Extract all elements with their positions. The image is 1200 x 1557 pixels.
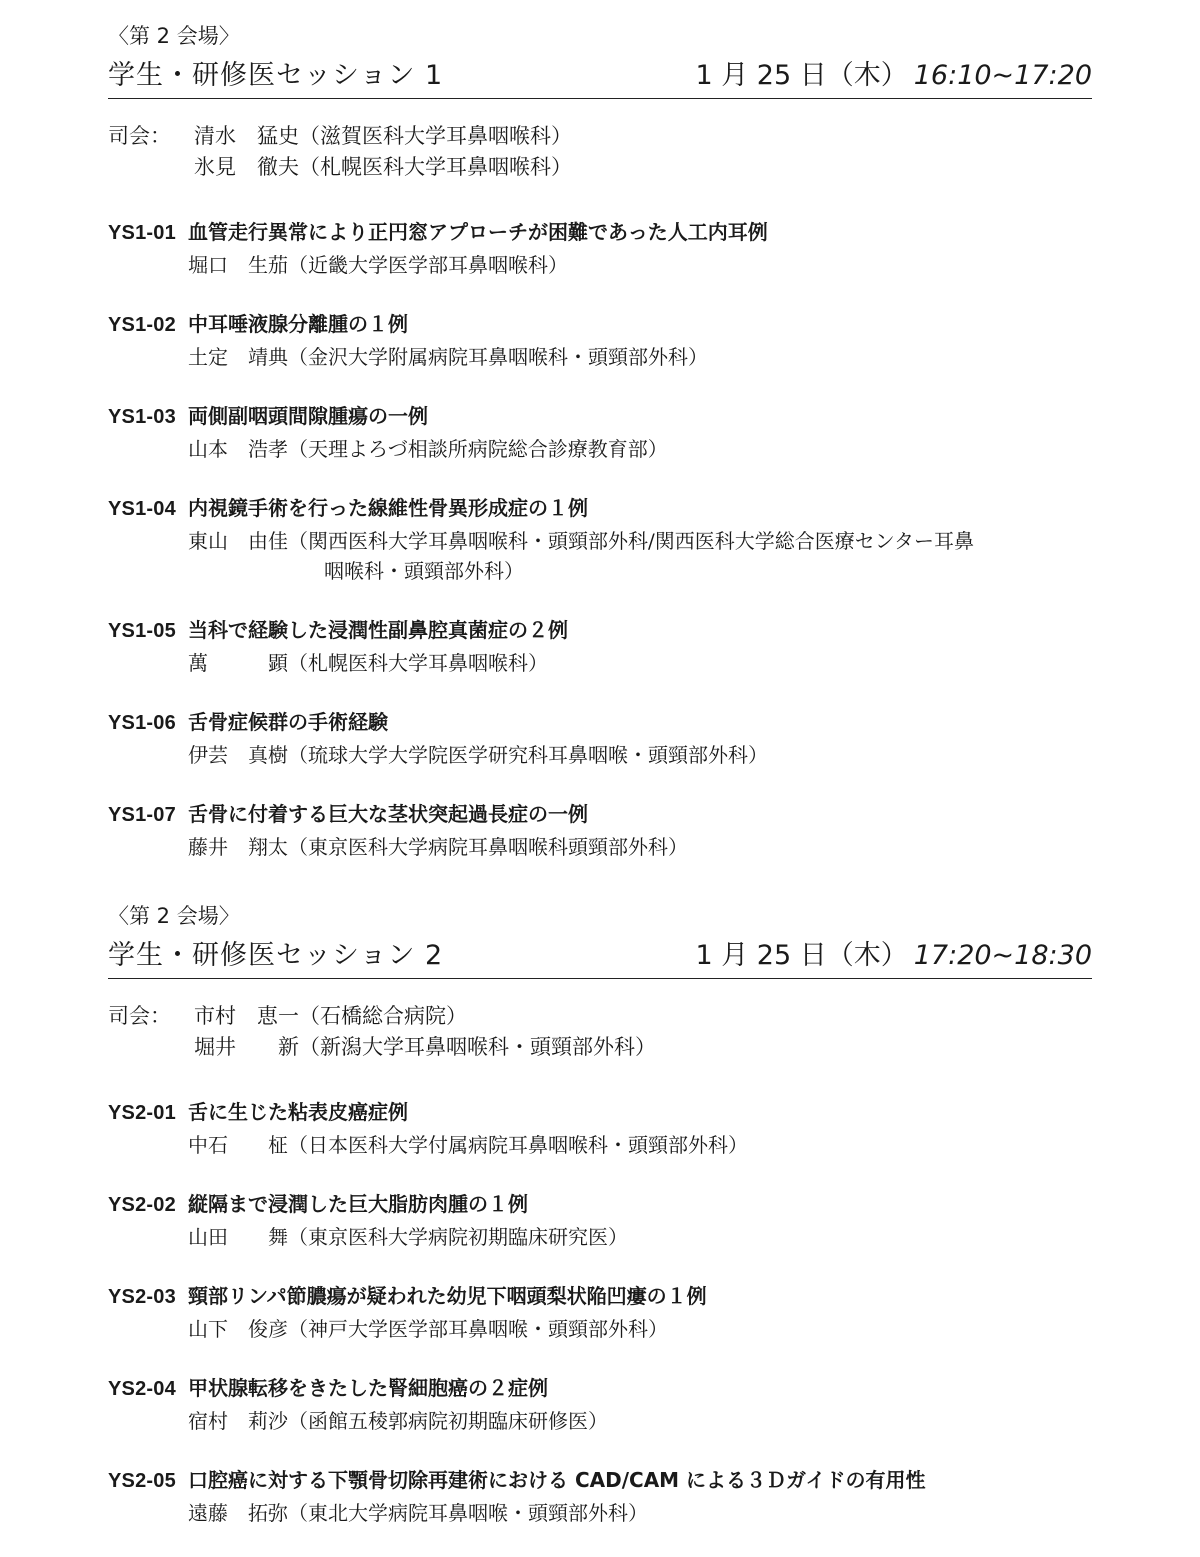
presentation-code: YS1-02 (108, 314, 176, 336)
presentation-code: YS1-07 (108, 804, 176, 826)
presentation-item (108, 1281, 1092, 1344)
presentation-author: 藤井 翔太（東京医科大学病院耳鼻咽喉科頭頸部外科） (188, 835, 688, 859)
chair-list (194, 121, 1092, 183)
presentation-author: 伊芸 真樹（琉球大学大学院医学研究科耳鼻咽喉・頭頸部外科） (188, 743, 768, 767)
presentation-author: 宿村 莉沙（函館五稜郭病院初期臨床研修医） (188, 1409, 608, 1433)
presentation-list (108, 217, 1092, 862)
presentation-item (108, 309, 1092, 372)
presentation-item (108, 615, 1092, 678)
presentation-header (108, 707, 1092, 738)
chair-entry: 市村 恵一（石橋総合病院） (194, 1004, 467, 1028)
presentation-title: 内視鏡手術を行った線維性骨異形成症の１例 (188, 496, 588, 520)
presentation-title: 口腔癌に対する下顎骨切除再建術における CAD/CAM による３Ｄガイドの有用性 (188, 1468, 926, 1492)
presentation-title: 舌骨に付着する巨大な茎状突起過長症の一例 (188, 802, 588, 826)
session-header (108, 934, 1092, 979)
chair-list (194, 1001, 1092, 1063)
presentation-item (108, 1465, 1092, 1528)
chair-entry: 清水 猛史（滋賀医科大学耳鼻咽喉科） (194, 124, 572, 148)
session-block (108, 22, 1092, 891)
presentation-header (108, 309, 1092, 340)
session-time: 16:10~17:20 (913, 60, 1092, 91)
presentation-header (108, 1373, 1092, 1404)
presentation-title: 縦隔まで浸潤した巨大脂肪肉腫の１例 (188, 1192, 528, 1216)
presentation-item (108, 707, 1092, 770)
presentation-author: 土定 靖典（金沢大学附属病院耳鼻咽喉科・頭頸部外科） (188, 345, 708, 369)
session-title: 学生・研修医セッション 1 (108, 60, 444, 91)
presentation-title: 当科で経験した浸潤性副鼻腔真菌症の２例 (188, 618, 568, 642)
presentation-code: YS2-05 (108, 1470, 176, 1492)
presentation-header (108, 1189, 1092, 1220)
chair-label: 司会： (108, 124, 171, 148)
presentation-item (108, 1373, 1092, 1436)
presentation-header (108, 1097, 1092, 1128)
venue-label: 〈第 2 会場〉 (108, 24, 240, 48)
presentation-item (108, 217, 1092, 280)
presentation-title: 頸部リンパ節膿瘍が疑われた幼児下咽頭梨状陥凹瘻の１例 (188, 1284, 707, 1308)
presentation-code: YS1-03 (108, 406, 176, 428)
presentation-header (108, 401, 1092, 432)
presentation-title: 中耳唾液腺分離腫の１例 (188, 312, 408, 336)
presentation-author: 東山 由佳（関西医科大学耳鼻咽喉科・頭頸部外科/関西医科大学総合医療センター耳鼻 (188, 529, 974, 553)
presentation-code: YS1-01 (108, 222, 176, 244)
presentation-author: 山田 舞（東京医科大学病院初期臨床研究医） (188, 1225, 628, 1249)
presentation-code: YS2-02 (108, 1194, 176, 1216)
presentation-header (108, 1465, 1092, 1496)
presentation-title: 甲状腺転移をきたした腎細胞癌の２症例 (188, 1376, 548, 1400)
presentation-author: 遠藤 拓弥（東北大学病院耳鼻咽喉・頭頸部外科） (188, 1501, 648, 1525)
session-datetime (695, 933, 1092, 972)
presentation-author: 山下 俊彦（神戸大学医学部耳鼻咽喉・頭頸部外科） (188, 1317, 668, 1341)
session-block (108, 902, 1092, 1557)
presentation-code: YS2-03 (108, 1286, 176, 1308)
presentation-item (108, 799, 1092, 862)
presentation-header (108, 1281, 1092, 1312)
presentation-author-block (188, 526, 1092, 586)
presentation-affiliation-continued: 咽喉科・頭頸部外科） (324, 559, 524, 583)
presentation-author: 堀口 生茄（近畿大学医学部耳鼻咽喉科） (188, 253, 568, 277)
presentation-code: YS1-06 (108, 712, 176, 734)
presentation-author: 山本 浩孝（天理よろづ相談所病院総合診療教育部） (188, 437, 668, 461)
presentation-author: 中石 柾（日本医科大学付属病院耳鼻咽喉科・頭頸部外科） (188, 1133, 748, 1157)
presentation-header (108, 615, 1092, 646)
venue-label: 〈第 2 会場〉 (108, 904, 240, 928)
presentation-header (108, 799, 1092, 830)
presentation-code: YS2-01 (108, 1102, 176, 1124)
chair-entry: 氷見 徹夫（札幌医科大学耳鼻咽喉科） (194, 155, 572, 179)
presentation-title: 両側副咽頭間隙腫瘍の一例 (188, 404, 428, 428)
session-date: 1 月 25 日（木） (695, 60, 908, 91)
session-title: 学生・研修医セッション 2 (108, 940, 444, 971)
presentation-title: 血管走行異常により正円窓アプローチが困難であった人工内耳例 (188, 220, 768, 244)
chairs-block (108, 1001, 1092, 1063)
presentation-header (108, 217, 1092, 248)
presentation-item (108, 1189, 1092, 1252)
session-header (108, 54, 1092, 99)
chair-entry: 堀井 新（新潟大学耳鼻咽喉科・頭頸部外科） (194, 1035, 656, 1059)
session-time: 17:20~18:30 (913, 940, 1092, 971)
presentation-list (108, 1097, 1092, 1528)
presentation-author: 萬 顕（札幌医科大学耳鼻咽喉科） (188, 651, 548, 675)
presentation-title: 舌骨症候群の手術経験 (188, 710, 388, 734)
presentation-header (108, 493, 1092, 524)
presentation-item (108, 1097, 1092, 1160)
session-datetime (695, 53, 1092, 92)
presentation-title: 舌に生じた粘表皮癌症例 (188, 1100, 408, 1124)
presentation-code: YS1-05 (108, 620, 176, 642)
chair-label: 司会： (108, 1004, 171, 1028)
presentation-item (108, 401, 1092, 464)
chairs-block (108, 121, 1092, 183)
presentation-code: YS1-04 (108, 498, 176, 520)
presentation-code: YS2-04 (108, 1378, 176, 1400)
session-date: 1 月 25 日（木） (695, 940, 908, 971)
presentation-item (108, 493, 1092, 586)
